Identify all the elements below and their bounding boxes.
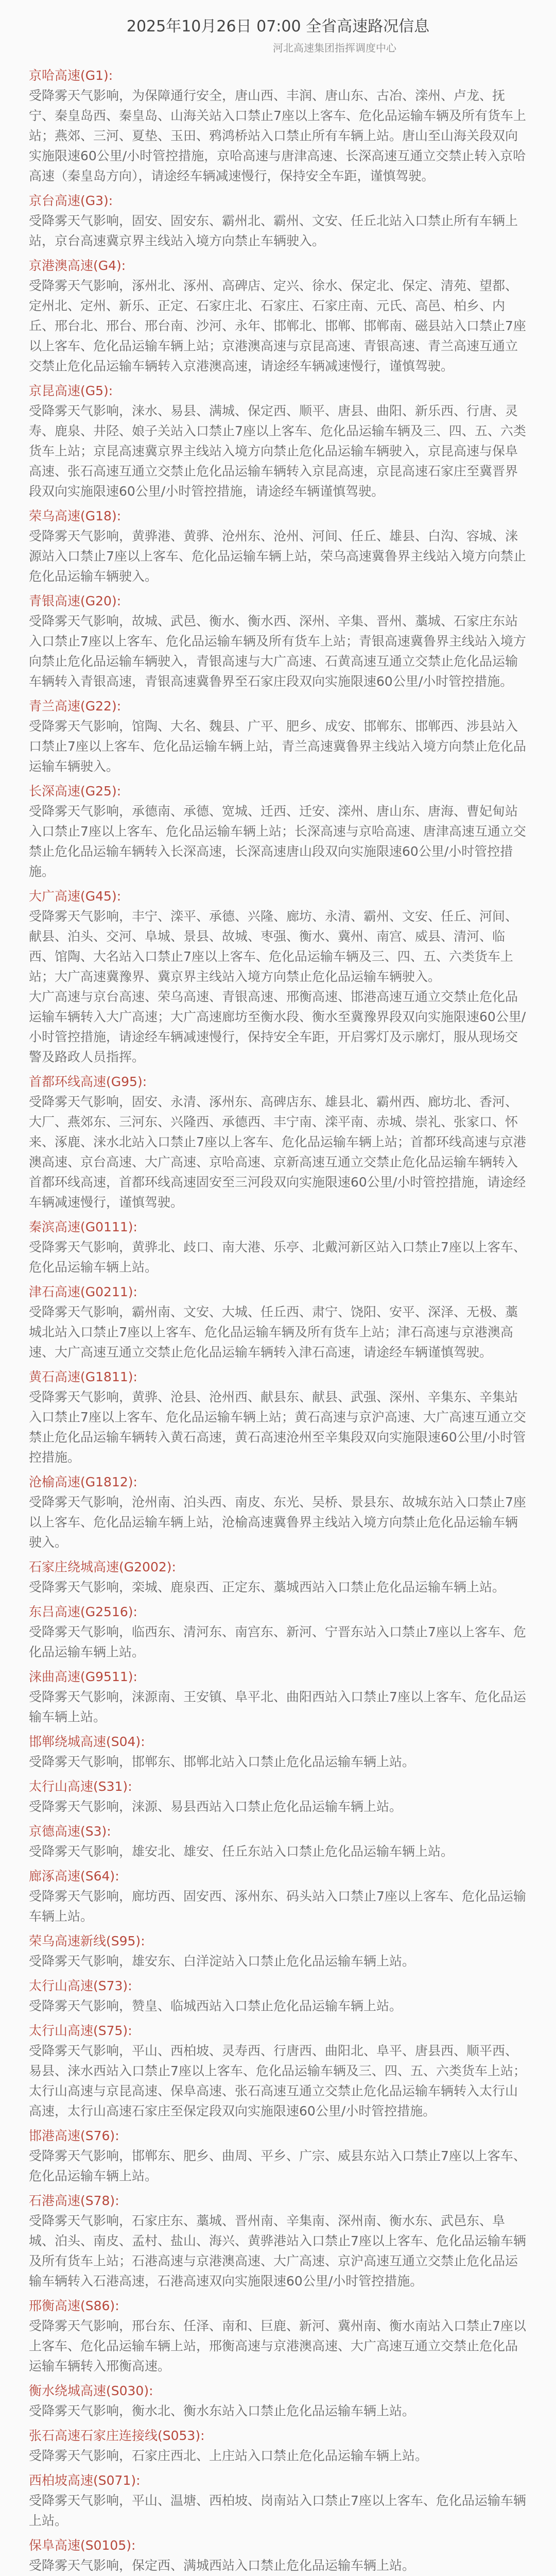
road-section xyxy=(29,781,527,882)
road-status-text: 受降雾天气影响，为保障通行安全，唐山西、丰润、唐山东、古冶、滦州、卢龙、抚宁、秦皇岛西、秦皇岛、山海关站入口禁止7座以上客车、危化品运输车辆及所有货车上站；燕郊、三河、夏垫、玉田、鸦鸿桥站入口禁止所有车辆上站。唐山至山海关段双向实施限速60公里/小时管控措施，京哈高速与唐津高速、长深高速互通立交禁止转入京哈高速（秦皇岛方向），请途经车辆减速慢行，保持安全车距，谨慎驾驶。 xyxy=(29,88,526,183)
road-section xyxy=(29,256,527,376)
page-title: 2025年10月26日 07:00 全省高速路况信息 xyxy=(126,18,430,36)
road-title: 廊涿高速(S64): xyxy=(29,1869,119,1884)
road-status-text: 受降雾天气影响，沧州南、泊头西、南皮、东光、吴桥、景县东、故城东站入口禁止7座以上客车、危化品运输车辆上站，沧榆高速冀鲁界主线站入境方向禁止危化品运输车辆驶入。 xyxy=(29,1495,526,1550)
road-title: 京港澳高速(G4): xyxy=(29,258,126,273)
road-status-list xyxy=(29,61,527,2576)
road-section xyxy=(29,886,527,1067)
road-title: 荣乌高速新线(S95): xyxy=(29,1934,145,1948)
road-status-text: 受降雾天气影响，保定西、满城西站入口禁止危化品运输车辆上站。 xyxy=(29,2558,415,2573)
road-section xyxy=(29,2296,527,2376)
road-status-text: 受降雾天气影响，赞皇、临城西站入口禁止危化品运输车辆上站。 xyxy=(29,1998,403,2013)
road-section xyxy=(29,1472,527,1552)
road-section xyxy=(29,1931,527,1971)
road-title: 涞曲高速(G9511): xyxy=(29,1669,137,1684)
road-status-text: 受降雾天气影响，廊坊西、固安西、涿州东、码头站入口禁止7座以上客车、危化品运输车辆上站。 xyxy=(29,1889,526,1924)
road-status-text: 受降雾天气影响，石家庄东、藁城、晋州南、辛集南、深州南、衡水东、武邑东、阜城、泊头、南皮、孟村、盐山、海兴、黄骅港站入口禁止7座以上客车、危化品运输车辆及所有货车上站；石港高速与京港澳高速、大广高速、京沪高速互通立交禁止危化品运输车辆转入石港高速，石港高速双向实施限速60公里/小时管控措施。 xyxy=(29,2213,526,2289)
road-title: 青兰高速(G22): xyxy=(29,699,121,714)
road-title: 长深高速(G25): xyxy=(29,784,121,799)
road-title: 青银高速(G20): xyxy=(29,594,121,608)
road-status-text: 受降雾天气影响，雄安北、雄安、任丘东站入口禁止危化品运输车辆上站。 xyxy=(29,1844,454,1859)
road-title: 东吕高速(G2516): xyxy=(29,1604,137,1619)
road-section xyxy=(29,2381,527,2421)
road-status-text: 受降雾天气影响，衡水北、衡水东站入口禁止危化品运输车辆上站。 xyxy=(29,2403,415,2418)
road-section xyxy=(29,591,527,691)
road-status-text: 大广高速与京台高速、荣乌高速、青银高速、邢衡高速、邯港高速互通立交禁止危化品运输车辆转入大广高速；大广高速廊坊至衡水段、衡水至冀豫界段双向实施限速60公里/小时管控措施，请途经车辆减速慢行，保持安全车距，开启雾灯及示廓灯，服从现场交警及路政人员指挥。 xyxy=(29,989,526,1064)
road-section xyxy=(29,1667,527,1727)
road-section xyxy=(29,1602,527,1662)
road-section xyxy=(29,1976,527,2016)
road-title: 邯郸绕城高速(S04): xyxy=(29,1734,145,1749)
road-section xyxy=(29,1282,527,1362)
road-status-text: 受降雾天气影响，涞源、易县西站入口禁止危化品运输车辆上站。 xyxy=(29,1799,403,1814)
road-title: 石家庄绕城高速(G2002): xyxy=(29,1560,176,1574)
road-title: 首都环线高速(G95): xyxy=(29,1074,147,1089)
road-section xyxy=(29,2470,527,2531)
road-section xyxy=(29,2126,527,2186)
publisher-name: 河北高速集团指挥调度中心 xyxy=(273,42,396,54)
road-title: 石港高速(S78): xyxy=(29,2193,119,2208)
road-section xyxy=(29,1367,527,1467)
road-section xyxy=(29,2535,527,2575)
road-title: 京哈高速(G1): xyxy=(29,68,113,83)
road-status-text: 受降雾天气影响，邯郸东、肥乡、曲周、平乡、广宗、威县东站入口禁止7座以上客车、危化品运输车辆上站。 xyxy=(29,2148,526,2183)
road-title: 太行山高速(S31): xyxy=(29,1779,132,1794)
road-section xyxy=(29,65,527,186)
road-status-text: 受降雾天气影响，固安、永清、涿州东、高碑店东、雄县北、霸州西、廊坊北、香河、大厂、燕郊东、三河东、兴隆西、承德西、丰宁南、滦平南、赤城、崇礼、张家口、怀来、涿鹿、涞水北站入口禁止7座以上客车、危化品运输车辆上站；首都环线高速与京港澳高速、京台高速、大广高速、京哈高速、京新高速互通立交禁止危化品运输车辆转入首都环线高速，首都环线高速固安至三河段双向实施限速60公里/小时管控措施，请途经车辆减速慢行，谨慎驾驶。 xyxy=(29,1094,526,1210)
road-status-text: 受降雾天气影响，涿州北、涿州、高碑店、定兴、徐水、保定北、保定、清苑、望都、定州北、定州、新乐、正定、石家庄北、石家庄、石家庄南、元氏、高邑、柏乡、内丘、邢台北、邢台、邢台南、沙河、永年、邯郸北、邯郸、邯郸南、磁县站入口禁止7座以上客车、危化品运输车辆上站；京港澳高速与京昆高速、青银高速、青兰高速互通立交禁止危化品运输车辆转入京港澳高速，请途经车辆减速慢行，谨慎驾驶。 xyxy=(29,278,526,374)
road-status-text: 受降雾天气影响，霸州南、文安、大城、任丘西、肃宁、饶阳、安平、深泽、无极、藁城北站入口禁止7座以上客车、危化品运输车辆及所有货车上站；津石高速与京港澳高速、大广高速互通立交禁止危化品运输车辆转入津石高速，请途经车辆谨慎驾驶。 xyxy=(29,1304,518,1360)
road-title: 邢衡高速(S86): xyxy=(29,2298,119,2313)
road-title: 张石高速石家庄连接线(S053): xyxy=(29,2428,205,2443)
road-status-text: 受降雾天气影响，临西东、清河东、南宫东、新河、宁晋东站入口禁止7座以上客车、危化品运输车辆上站。 xyxy=(29,1624,526,1659)
road-section xyxy=(29,2191,527,2291)
road-title: 京德高速(S3): xyxy=(29,1824,111,1839)
road-status-text: 受降雾天气影响，丰宁、滦平、承德、兴隆、廊坊、永清、霸州、文安、任丘、河间、献县、泊头、交河、阜城、景县、故城、枣强、衡水、冀州、南宫、威县、清河、临西、馆陶、大名站入口禁止7座以上客车、危化品运输车辆及三、四、五、六类货车上站；大广高速冀豫界、冀京界主线站入境方向禁止危化品运输车辆驶入。 xyxy=(29,909,518,984)
road-title: 大广高速(G45): xyxy=(29,889,121,904)
road-status-text: 受降雾天气影响，栾城、鹿泉西、正定东、藁城西站入口禁止危化品运输车辆上站。 xyxy=(29,1580,506,1595)
road-section xyxy=(29,1217,527,1277)
road-status-text: 受降雾天气影响，邢台东、任泽、南和、巨鹿、新河、冀州南、衡水南站入口禁止7座以上客车、危化品运输车辆上站，邢衡高速与京港澳高速、大广高速互通立交禁止危化品运输车辆转入邢衡高速。 xyxy=(29,2318,526,2374)
road-section xyxy=(29,1732,527,1772)
road-title: 京台高速(G3): xyxy=(29,193,113,208)
road-section xyxy=(29,191,527,251)
road-section xyxy=(29,1557,527,1597)
road-title: 太行山高速(S75): xyxy=(29,2023,132,2038)
road-title: 邯港高速(S76): xyxy=(29,2128,119,2143)
road-title: 黄石高速(G1811): xyxy=(29,1369,137,1384)
road-status-text: 受降雾天气影响，馆陶、大名、魏县、广平、肥乡、成安、邯郸东、邯郸西、涉县站入口禁止7座以上客车、危化品运输车辆上站，青兰高速冀鲁界主线站入境方向禁止危化品运输车辆驶入。 xyxy=(29,719,526,774)
road-title: 太行山高速(S73): xyxy=(29,1978,132,1993)
road-title: 荣乌高速(G18): xyxy=(29,509,121,523)
road-section xyxy=(29,1776,527,1817)
road-title: 秦滨高速(G0111): xyxy=(29,1219,137,1234)
road-section xyxy=(29,1866,527,1926)
road-title: 津石高速(G0211): xyxy=(29,1284,137,1299)
road-title: 沧榆高速(G1812): xyxy=(29,1475,137,1489)
road-status-text: 受降雾天气影响，黄骅港、黄骅、沧州东、沧州、河间、任丘、雄县、白沟、容城、涞源站入口禁止7座以上客车、危化品运输车辆上站，荣乌高速冀鲁界主线站入境方向禁止危化品运输车辆驶入。 xyxy=(29,529,526,584)
road-title: 保阜高速(S0105): xyxy=(29,2538,136,2553)
road-title: 衡水绕城高速(S030): xyxy=(29,2383,153,2398)
road-status-text: 受降雾天气影响，平山、温塘、西柏坡、岗南站入口禁止7座以上客车、危化品运输车辆上站。 xyxy=(29,2493,526,2528)
road-section xyxy=(29,2426,527,2466)
road-title: 西柏坡高速(S071): xyxy=(29,2473,141,2488)
road-title: 京昆高速(G5): xyxy=(29,383,113,398)
road-status-text: 受降雾天气影响，黄骅北、歧口、南大港、乐亭、北戴河新区站入口禁止7座以上客车、危化品运输车辆上站。 xyxy=(29,1240,526,1275)
road-section xyxy=(29,2021,527,2121)
road-status-text: 受降雾天气影响，涞水、易县、满城、保定西、顺平、唐县、曲阳、新乐西、行唐、灵寿、鹿泉、井陉、娘子关站入口禁止7座以上客车、危化品运输车辆及三、四、五、六类货车上站；京昆高速冀京界主线站入境方向禁止危化品运输车辆驶入，京昆高速与保阜高速、张石高速互通立交禁止危化品运输车辆转入京昆高速，京昆高速石家庄至冀晋界段双向实施限速60公里/小时管控措施，请途经车辆谨慎驾驶。 xyxy=(29,403,526,499)
road-section xyxy=(29,1072,527,1212)
road-status-text: 受降雾天气影响，涞源南、王安镇、阜平北、曲阳西站入口禁止7座以上客车、危化品运输车辆上站。 xyxy=(29,1689,526,1724)
road-status-text: 受降雾天气影响，石家庄西北、上庄站入口禁止危化品运输车辆上站。 xyxy=(29,2448,428,2463)
road-status-text: 受降雾天气影响，黄骅、沧县、沧州西、献县东、献县、武强、深州、辛集东、辛集站入口禁止7座以上客车、危化品运输车辆上站；黄石高速与京沪高速、大广高速互通立交禁止危化品运输车辆转入黄石高速，黄石高速沧州至辛集段双向实施限速60公里/小时管控措施。 xyxy=(29,1389,526,1465)
road-section xyxy=(29,696,527,776)
road-status-text: 受降雾天气影响，故城、武邑、衡水、衡水西、深州、辛集、晋州、藁城、石家庄东站入口禁止7座以上客车、危化品运输车辆及所有货车上站；青银高速冀鲁界主线站入境方向禁止危化品运输车辆驶入，青银高速与大广高速、石黄高速互通立交禁止危化品运输车辆转入青银高速，青银高速冀鲁界至石家庄段双向实施限速60公里/小时管控措施。 xyxy=(29,614,526,689)
road-section xyxy=(29,1821,527,1861)
road-status-text: 受降雾天气影响，承德南、承德、宽城、迁西、迁安、滦州、唐山东、唐海、曹妃甸站入口禁止7座以上客车、危化品运输车辆上站；长深高速与京哈高速、唐津高速互通立交禁止危化品运输车辆转入长深高速，长深高速唐山段双向实施限速60公里/小时管控措施。 xyxy=(29,804,526,879)
road-section xyxy=(29,506,527,586)
road-status-text: 受降雾天气影响，邯郸东、邯郸北站入口禁止危化品运输车辆上站。 xyxy=(29,1754,415,1769)
road-status-text: 受降雾天气影响，雄安东、白洋淀站入口禁止危化品运输车辆上站。 xyxy=(29,1954,415,1969)
road-status-text: 受降雾天气影响，平山、西柏坡、灵寿西、行唐西、曲阳北、阜平、唐县西、顺平西、易县、涞水西站入口禁止7座以上客车、危化品运输车辆及三、四、五、六类货车上站；太行山高速与京昆高速、保阜高速、张石高速互通立交禁止危化品运输车辆转入太行山高速，太行山高速石家庄至保定段双向实施限速60公里/小时管控措施。 xyxy=(29,2043,526,2119)
road-status-text: 受降雾天气影响，固安、固安东、霸州北、霸州、文安、任丘北站入口禁止所有车辆上站，京台高速冀京界主线站入境方向禁止车辆驶入。 xyxy=(29,213,518,248)
road-section xyxy=(29,381,527,501)
